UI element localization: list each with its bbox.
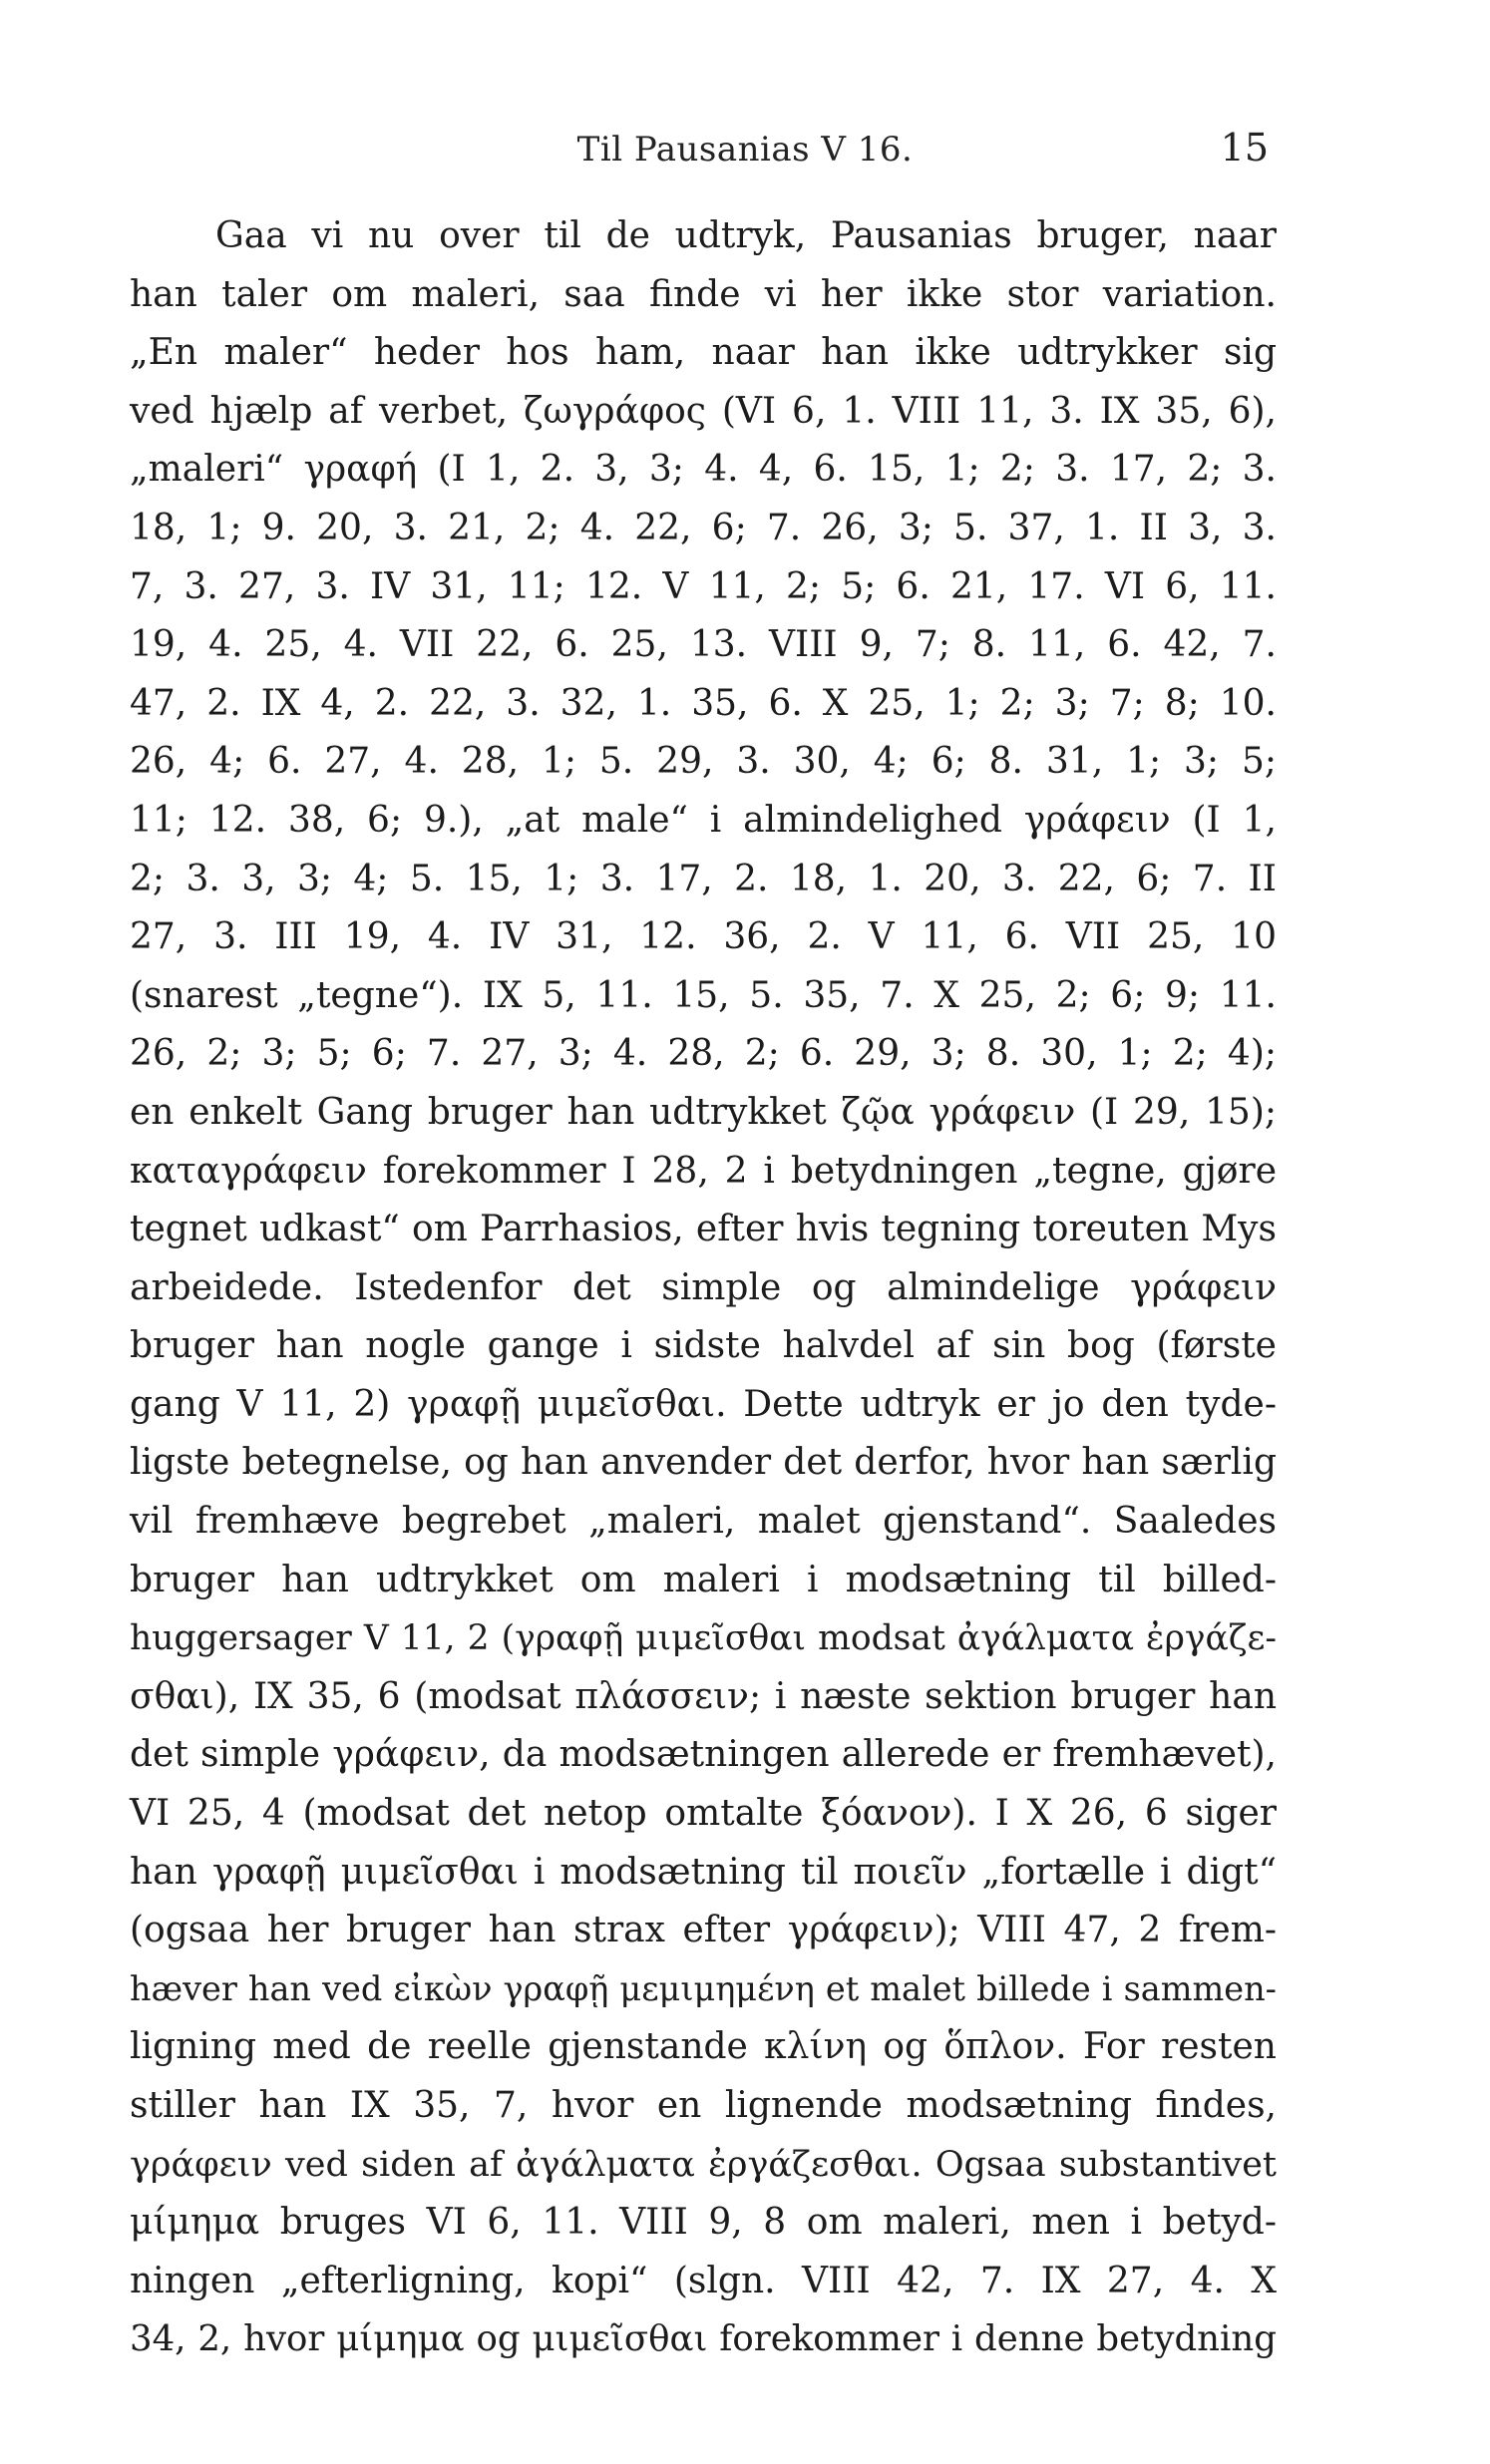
text-line: 2; 3. 3, 3; 4; 5. 15, 1; 3. 17, 2. 18, 1. 20, 3. 22, 6; 7. II: [130, 858, 1277, 899]
text-line: (ogsaa her bruger han strax efter γράφειν); VIII 47, 2 frem-: [130, 1910, 1277, 1951]
text-line: „maleri“ γραφή (I 1, 2. 3, 3; 4. 4, 6. 15, 1; 2; 3. 17, 2; 3.: [130, 449, 1277, 491]
text-line: 26, 2; 3; 5; 6; 7. 27, 3; 4. 28, 2; 6. 29, 3; 8. 30, 1; 2; 4);: [130, 1033, 1277, 1075]
text-line: Gaa vi nu over til de udtryk, Pausanias bruger, naar: [215, 215, 1277, 256]
text-line: det simple γράφειν, da modsætningen allerede er fremhævet),: [130, 1734, 1277, 1776]
text-line: καταγράφειν forekommer I 28, 2 i betydningen „tegne, gjøre: [130, 1150, 1277, 1192]
text-line: stiller han IX 35, 7, hvor en lignende modsætning findes,: [130, 2085, 1277, 2126]
text-line: 47, 2. IX 4, 2. 22, 3. 32, 1. 35, 6. X 25, 1; 2; 3; 7; 8; 10.: [130, 682, 1277, 724]
text-line: 34, 2, hvor μίμημα og μιμεῖσθαι forekommer i denne betydning: [130, 2318, 1277, 2360]
text-line: bruger han udtrykket om maleri i modsætning til billed-: [130, 1559, 1277, 1600]
text-line: (snarest „tegne“). IX 5, 11. 15, 5. 35, 7. X 25, 2; 6; 9; 11.: [130, 974, 1277, 1016]
text-line: γράφειν ved siden af ἀγάλματα ἐργάζεσθαι. Ogsaa substantivet: [130, 2144, 1277, 2185]
text-line: ved hjælp af verbet, ζωγράφος (VI 6, 1. VIII 11, 3. IX 35, 6),: [130, 390, 1277, 432]
text-line: tegnet udkast“ om Parrhasios, efter hvis tegning toreuten Mys: [130, 1209, 1277, 1250]
text-line: han taler om maleri, saa finde vi her ikke stor variation.: [130, 273, 1277, 315]
text-line: arbeidede. Istedenfor det simple og almindelige γράφειν: [130, 1266, 1277, 1308]
text-line: 26, 4; 6. 27, 4. 28, 1; 5. 29, 3. 30, 4; 6; 8. 31, 1; 3; 5;: [130, 741, 1277, 783]
text-line: 19, 4. 25, 4. VII 22, 6. 25, 13. VIII 9, 7; 8. 11, 6. 42, 7.: [130, 624, 1277, 666]
text-line: μίμημα bruges VI 6, 11. VIII 9, 8 om maleri, men i betyd-: [130, 2202, 1277, 2244]
text-line: ningen „efterligning, kopi“ (slgn. VIII 42, 7. IX 27, 4. X: [130, 2260, 1277, 2301]
text-line: σθαι), IX 35, 6 (modsat πλάσσειν; i næste sektion bruger han: [130, 1675, 1277, 1717]
text-line: ligste betegnelse, og han anvender det derfor, hvor han særlig: [130, 1442, 1277, 1484]
text-line: 27, 3. III 19, 4. IV 31, 12. 36, 2. V 11, 6. VII 25, 10: [130, 916, 1277, 958]
page-number: 15: [1220, 126, 1269, 170]
text-line: 7, 3. 27, 3. IV 31, 11; 12. V 11, 2; 5; 6. 21, 17. VI 6, 11.: [130, 565, 1277, 607]
text-line: hæver han ved εἰκὼν γραφῇ μεμιμημένη et malet billede i sammen-: [130, 1968, 1277, 2008]
text-line: 18, 1; 9. 20, 3. 21, 2; 4. 22, 6; 7. 26, 3; 5. 37, 1. II 3, 3.: [130, 507, 1277, 548]
body-paragraph: [130, 207, 1277, 2369]
text-line: 11; 12. 38, 6; 9.), „at male“ i almindelighed γράφειν (I 1,: [130, 799, 1277, 841]
text-line: en enkelt Gang bruger han udtrykket ζῷα γράφειν (I 29, 15);: [130, 1091, 1277, 1133]
text-line: „En maler“ heder hos ham, naar han ikke udtrykker sig: [130, 332, 1277, 374]
text-line: gang V 11, 2) γραφῇ μιμεῖσθαι. Dette udtryk er jo den tyde-: [130, 1383, 1277, 1425]
text-line: huggersager V 11, 2 (γραφῇ μιμεῖσθαι modsat ἀγάλματα ἐργάζε-: [130, 1618, 1277, 1659]
text-line: VI 25, 4 (modsat det netop omtalte ξόανον). I X 26, 6 siger: [130, 1793, 1277, 1835]
text-line: bruger han nogle gange i sidste halvdel af sin bog (første: [130, 1325, 1277, 1367]
running-header: Til Pausanias V 16.: [576, 130, 914, 170]
text-line: vil fremhæve begrebet „maleri, malet gjenstand“. Saaledes: [130, 1501, 1277, 1543]
text-line: ligning med de reelle gjenstande κλίνη og ὅπλον. For resten: [130, 2026, 1277, 2068]
text-line: han γραφῇ μιμεῖσθαι i modsætning til ποιεῖν „fortælle i digt“: [130, 1851, 1277, 1893]
